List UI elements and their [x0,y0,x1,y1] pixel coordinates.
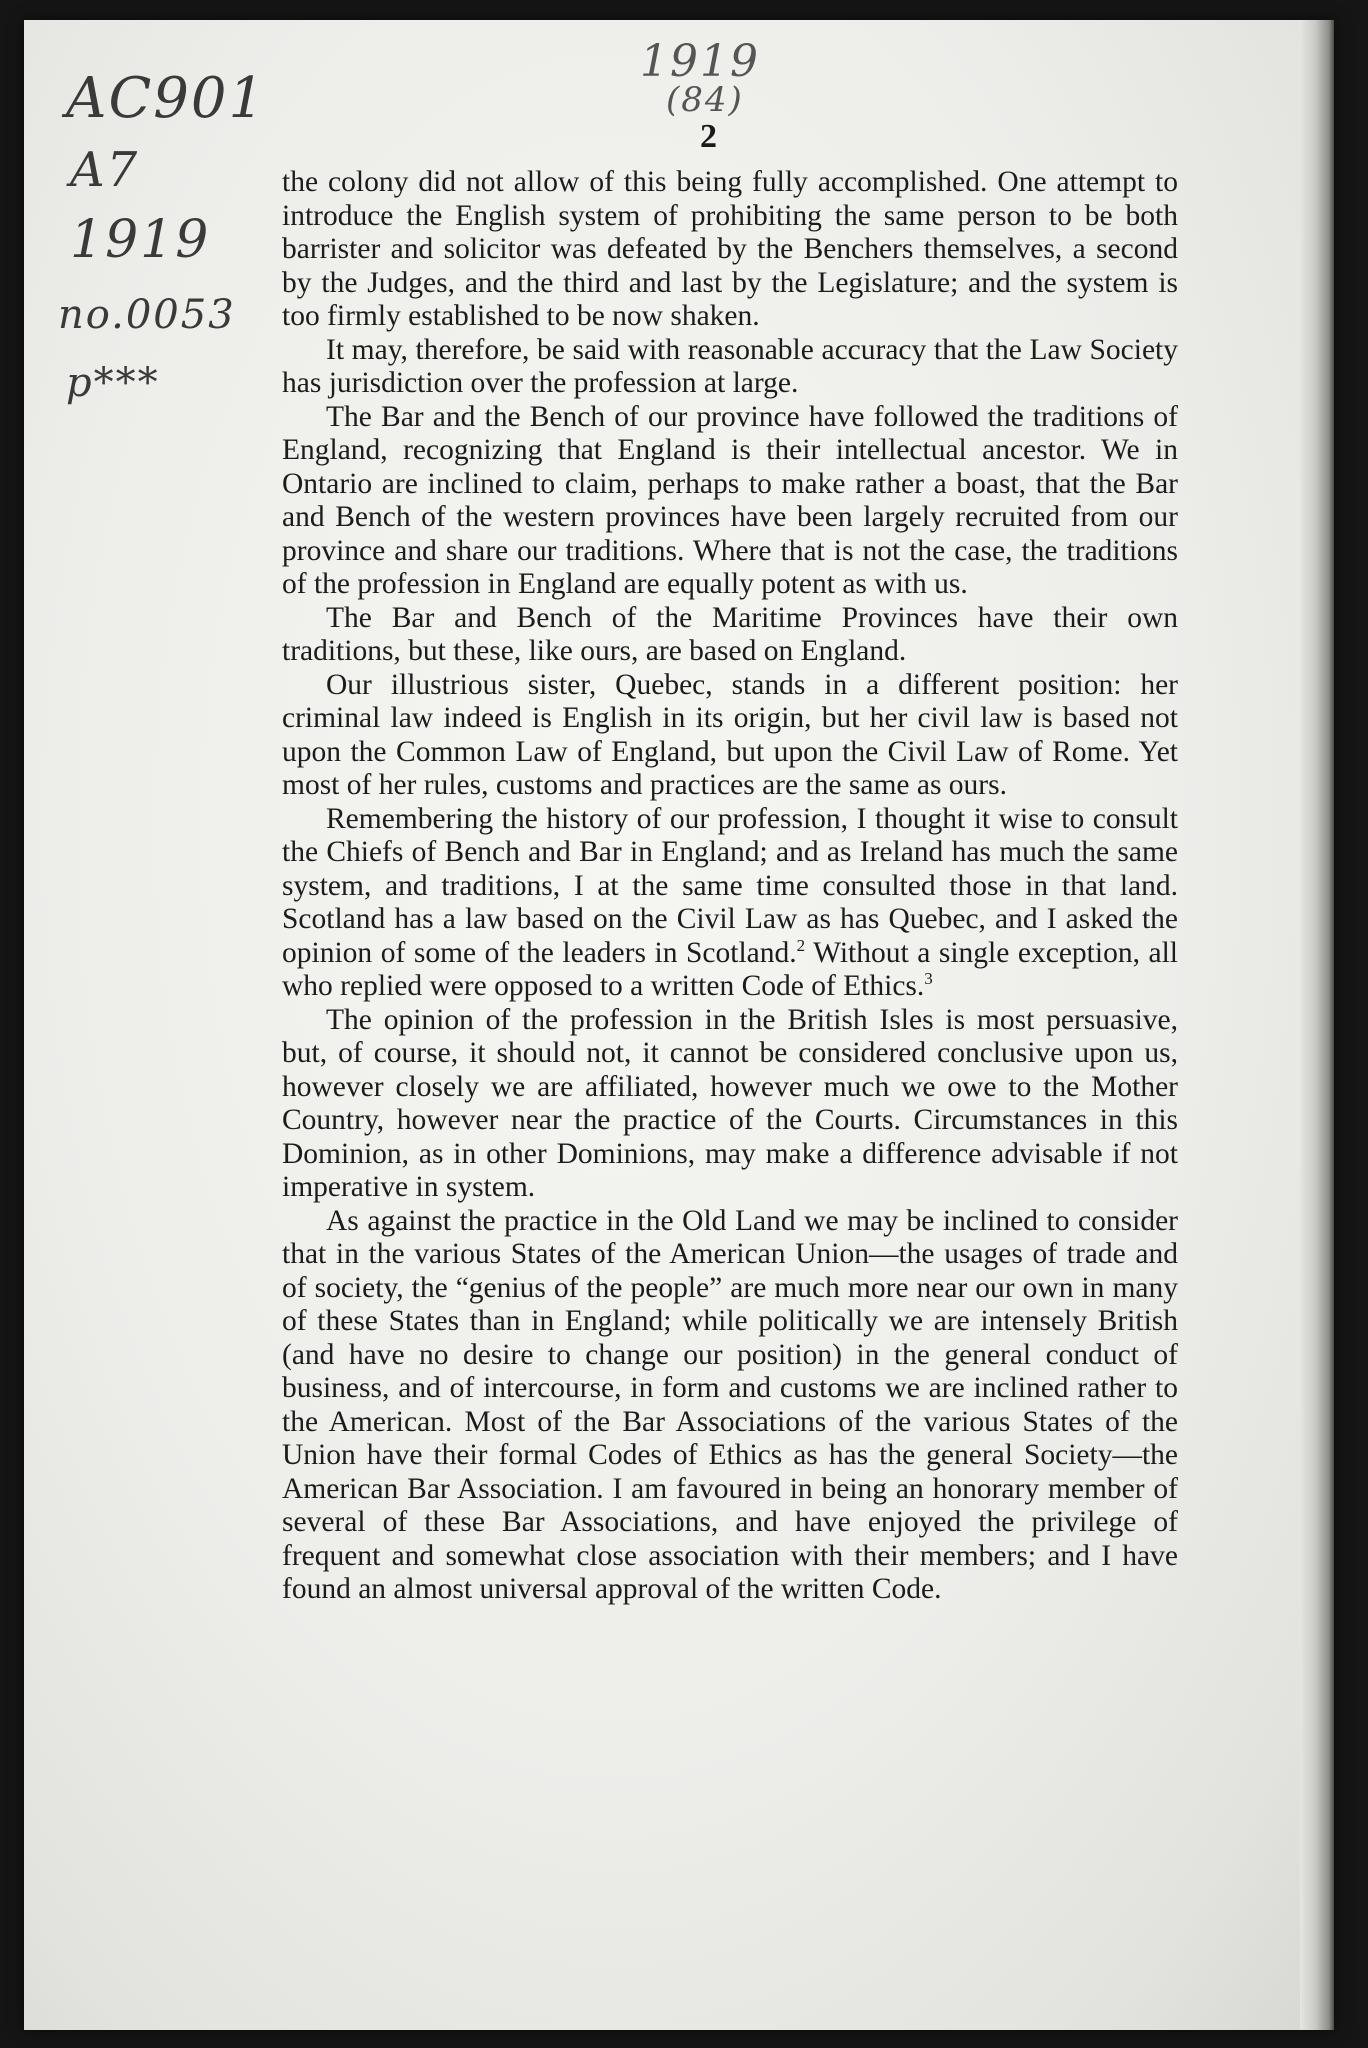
page-edge-shadow [1300,20,1334,2030]
handwritten-series: A7 [70,142,140,198]
handwritten-year-left: 1919 [70,210,211,270]
handwritten-year-top: 1919 [640,36,760,87]
footnote-marker: 3 [924,969,933,989]
paragraph-text: Remembering the history of our profession, I thought it wise to consult the Chiefs of Bench and Bar in England; and as Ireland has much the same system, and traditions, I at the same time consulted those in that land. Scotland has a law based on the Civil Law as has Quebec, and I asked the opinion of some of the leaders in Scotland. [282,802,1178,969]
handwritten-item-number: no.0053 [58,292,236,338]
paragraph: the colony did not allow of this being fully accomplished. One attempt to introduce the English system of prohibiting the same person to be both barrister and solicitor was defeated by the Benchers themselves, a second by the Judges, and the third and last by the Legislature; and the system is too firmly established to be now shaken. [282,166,1178,332]
handwritten-mark: p*** [66,360,160,406]
paragraph-with-footnotes [282,803,1178,1004]
footnote-marker: 2 [796,935,806,955]
paragraph: The Bar and Bench of the Maritime Provinces have their own traditions, but these, like ours, are based on England. [282,601,1178,667]
paragraph: Our illustrious sister, Quebec, stands in a different position: her criminal law indeed is English in its origin, but her civil law is based not upon the Common Law of England, but upon the Civil Law of Rome. Yet most of her rules, customs and practices are the same as ours. [282,668,1178,801]
paragraph: The Bar and the Bench of our province have followed the traditions of England, recognizing that England is their intellectual ancestor. We in Ontario are inclined to claim, perhaps to make rather a boast, that the Bar and Bench of the western provinces have been largely recruited from our province and share our traditions. Where that is not the case, the traditions of the profession in England are equally potent as with us. [282,400,1178,600]
paragraph: As against the practice in the Old Land we may be inclined to consider that in the various States of the American Union—the usages of trade and of society, the “genius of the people” are much more near our own in many of these States than in England; while politically we are intensely British (and have no desire to change our position) in the general conduct of business, and of intercourse, in form and customs we are inclined rather to the American. Most of the Bar Associations of the various States of the Union have their formal Codes of Ethics as has the general Society—the American Bar Association. I am favoured in being an honorary member of several of these Bar Associations, and have enjoyed the privilege of frequent and somewhat close association with their members; and I have found an almost universal approval of the written Code. [282,1204,1178,1605]
handwritten-fiche-number: (84) [666,80,744,120]
paragraph-text: Without a single exception, all who replied were opposed to a written Code of Ethics. [282,936,1178,1002]
handwritten-call-number: AC901 [66,66,267,131]
page-number: 2 [700,118,717,155]
body-text [282,166,1178,1607]
paragraph: The opinion of the profession in the British Isles is most persuasive, but, of course, it should not, it cannot be considered conclusive upon us, however closely we are affiliated, however much we owe to the Mother Country, however near the practice of the Courts. Circumstances in this Dominion, as in other Dominions, may make a difference advisable if not imperative in system. [282,1003,1178,1203]
paragraph: It may, therefore, be said with reasonable accuracy that the Law Society has jurisdiction over the profession at large. [282,333,1178,399]
